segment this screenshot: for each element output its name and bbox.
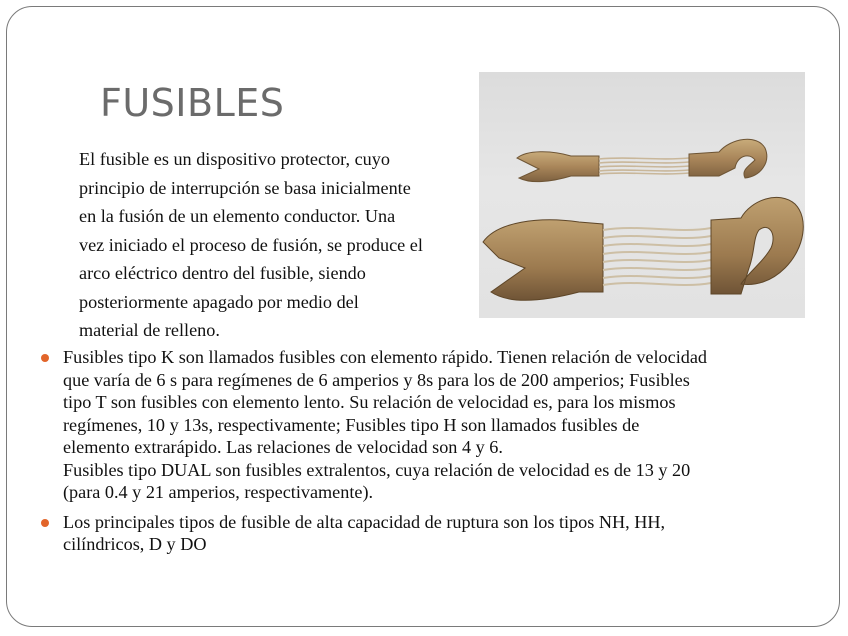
bullet-line: que varía de 6 s para regímenes de 6 amperios y 8s para los de 200 amperios; Fusibles (63, 369, 690, 390)
small-fuse (517, 139, 767, 181)
slide-title: FUSIBLES (100, 81, 285, 125)
intro-line: arco eléctrico dentro del fusible, siendo (79, 263, 366, 283)
intro-line: material de relleno. (79, 320, 220, 340)
bullet-line: Los principales tipos de fusible de alta capacidad de ruptura son los tipos NH, HH, (63, 511, 666, 532)
bullet-line: cilíndricos, D y DO (63, 534, 207, 554)
intro-line: principio de interrupción se basa inicialmente (79, 177, 411, 198)
large-fuse (483, 197, 803, 300)
bullet-line: tipo T son fusibles con elemento lento. Su relación de velocidad es, para los mismos (63, 392, 676, 412)
intro-paragraph (79, 145, 479, 345)
fuse-photo-drawing (479, 72, 805, 318)
fuse-photo (479, 72, 805, 318)
bullet-line: (para 0.4 y 21 amperios, respectivamente). (63, 482, 374, 502)
intro-line: vez iniciado el proceso de fusión, se produce el (79, 234, 423, 255)
intro-line: posteriormente apagado por medio del (79, 291, 359, 312)
bullet-line: elemento extrarápido. Las relaciones de velocidad son 4 y 6. (63, 437, 503, 457)
bullet-line: Fusibles tipo DUAL son fusibles extralentos, cuya relación de velocidad es de 13 y 20 (63, 459, 691, 480)
bullet-list (40, 346, 810, 563)
bullet-dot-icon (41, 519, 49, 527)
bullet-item-high-capacity (40, 511, 810, 556)
bullet-item-fuse-types (40, 346, 810, 504)
bullet-line: Fusibles tipo K son llamados fusibles con elemento rápido. Tienen relación de velocidad (63, 347, 708, 367)
intro-line: El fusible es un dispositivo protector, cuyo (79, 149, 390, 169)
intro-line: en la fusión de un elemento conductor. Una (79, 206, 396, 226)
bullet-dot-icon (41, 354, 49, 362)
bullet-line: regímenes, 10 y 13s, respectivamente; Fusibles tipo H son llamados fusibles de (63, 414, 640, 435)
